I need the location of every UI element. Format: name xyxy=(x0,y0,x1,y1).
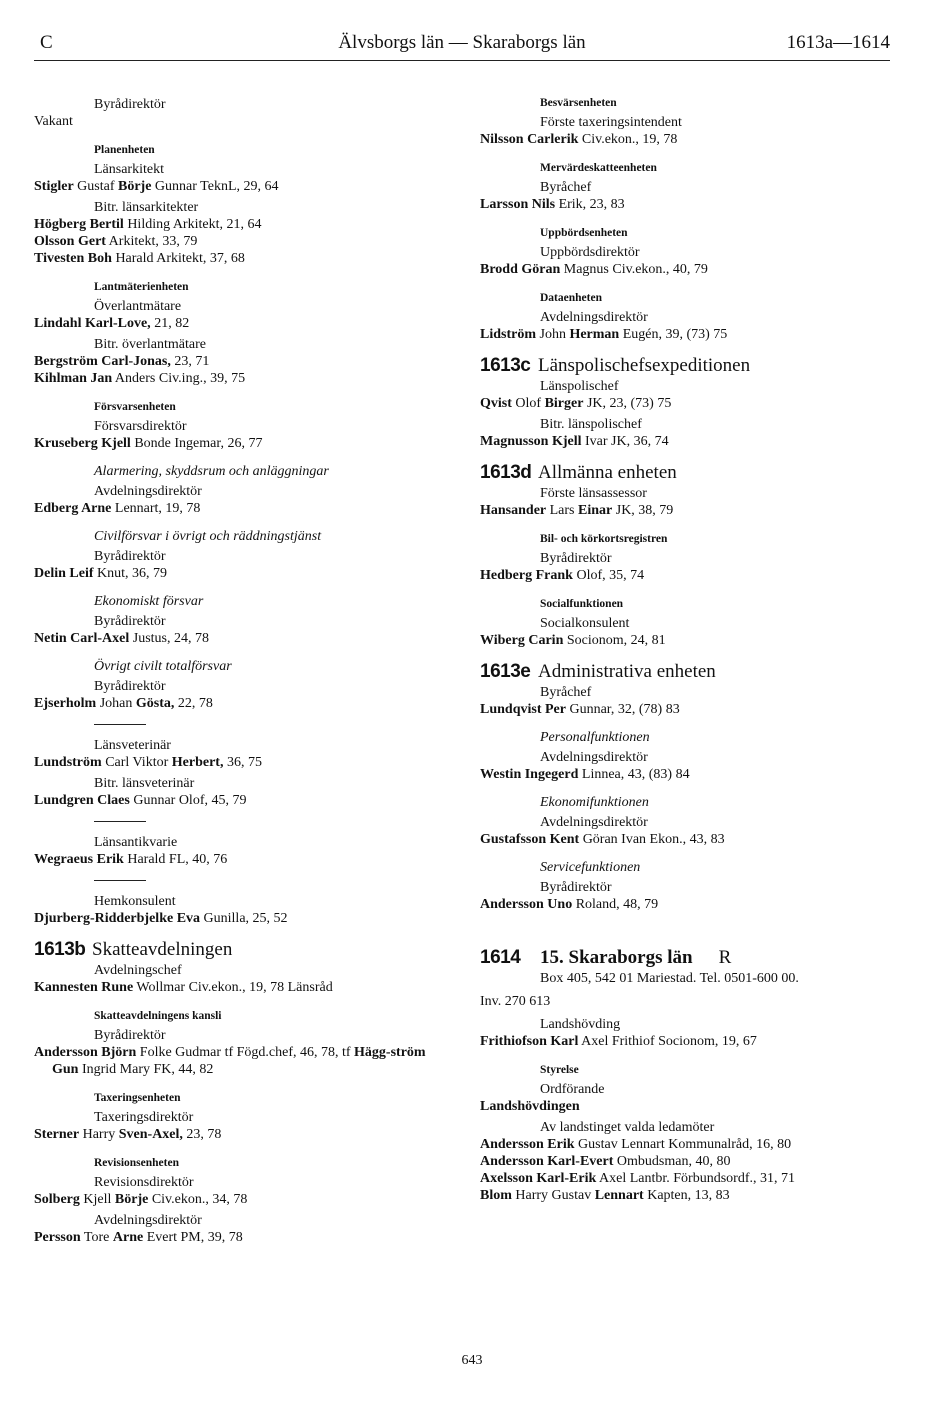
right-column xyxy=(480,96,900,1204)
person-name: Lidström xyxy=(480,327,536,342)
person-name: Andersson Björn xyxy=(34,1045,137,1060)
person-name: Hägg-ström Gun xyxy=(52,1045,426,1077)
person-name: Landshövdingen xyxy=(480,1099,580,1114)
position-title: Hemkonsulent xyxy=(94,894,176,909)
position-title: Ordförande xyxy=(540,1082,605,1097)
person-entry xyxy=(480,1098,900,1115)
person-entry xyxy=(480,433,900,450)
function-heading: Alarmering, skyddsrum och anläggningar xyxy=(94,464,329,479)
person-entry xyxy=(480,567,900,584)
person-details: Justus, 24, 78 xyxy=(129,631,209,646)
person-details: Axel Lantbr. Förbundsordf., 31, 71 xyxy=(596,1171,795,1186)
person-name: Herman xyxy=(569,327,620,342)
person-entry xyxy=(34,216,454,233)
person-details: Gustaf xyxy=(73,179,118,194)
person-entry xyxy=(34,1229,454,1246)
person-details: Bonde Ingemar, 26, 77 xyxy=(130,436,263,451)
person-details: Johan xyxy=(96,696,136,711)
position-title: Länspolischef xyxy=(540,379,619,394)
page-number: 643 xyxy=(461,1353,483,1368)
person-name: Börje xyxy=(117,179,152,194)
person-entry xyxy=(34,754,454,771)
person-name: Gustafsson Kent xyxy=(480,832,580,847)
position-title: Bitr. länsarkitekter xyxy=(94,200,199,215)
person-details: Gunnar TeknL, 29, 64 xyxy=(151,179,279,194)
person-details: Anders Civ.ing., 39, 75 xyxy=(112,371,246,386)
separator-rule xyxy=(94,821,146,822)
unit-heading: Lantmäterienheten xyxy=(94,281,189,293)
county-heading xyxy=(480,949,900,966)
separator-rule xyxy=(94,880,146,881)
header-page-range: 1613a—1614 xyxy=(786,32,890,53)
person-name: Hansander xyxy=(480,503,547,518)
position-title: Byrådirektör xyxy=(540,551,612,566)
person-entry xyxy=(34,910,454,927)
person-name: Kannesten Rune xyxy=(34,980,134,995)
position-title: Byrådirektör xyxy=(94,549,166,564)
person-name: Sterner xyxy=(34,1127,80,1142)
person-details: JK, 23, (73) 75 xyxy=(583,396,672,411)
person-name: Tivesten Boh xyxy=(34,251,112,266)
person-name: Delin Leif xyxy=(34,566,94,581)
person-entry xyxy=(480,261,900,278)
person-details: Folke Gudmar tf Fögd.chef, 46, 78, tf xyxy=(136,1045,355,1060)
person-entry xyxy=(480,896,900,913)
person-name: Larsson Nils xyxy=(480,197,556,212)
position-title: Förste länsassessor xyxy=(540,486,647,501)
unit-heading: Försvarsenheten xyxy=(94,401,176,413)
person-details: Knut, 36, 79 xyxy=(93,566,167,581)
person-name: Lennart xyxy=(594,1188,644,1203)
person-entry xyxy=(34,1044,454,1078)
person-entry xyxy=(34,1126,454,1143)
person-name: Edberg Arne xyxy=(34,501,112,516)
person-details: Eugén, 39, (73) 75 xyxy=(619,327,728,342)
person-details: 21, 82 xyxy=(150,316,190,331)
position-title: Länsantikvarie xyxy=(94,835,178,850)
person-details: Harry xyxy=(79,1127,119,1142)
person-entry xyxy=(34,113,454,130)
person-details: Harald Arkitekt, 37, 68 xyxy=(111,251,245,266)
function-heading: Ekonomifunktionen xyxy=(540,795,649,810)
person-name: Birger xyxy=(544,396,584,411)
function-heading: Servicefunktionen xyxy=(540,860,641,875)
county-letter: R xyxy=(718,947,732,968)
person-name: Kruseberg Kjell xyxy=(34,436,131,451)
person-entry xyxy=(34,565,454,582)
position-title: Socialkonsulent xyxy=(540,616,630,631)
person-details: Göran Ivan Ekon., 43, 83 xyxy=(579,832,725,847)
person-name: Djurberg-Ridderbjelke Eva xyxy=(34,911,201,926)
position-title: Byrådirektör xyxy=(94,97,166,112)
person-entry xyxy=(34,435,454,452)
person-details: Lars xyxy=(546,503,579,518)
person-details: Wollmar Civ.ekon., 19, 78 Länsråd xyxy=(133,980,333,995)
unit-heading: Socialfunktionen xyxy=(540,598,624,610)
person-name: Frithiofson Karl xyxy=(480,1034,579,1049)
person-entry xyxy=(34,851,454,868)
section-number: 1614 xyxy=(480,947,521,968)
section-number: 1613c xyxy=(480,355,531,376)
person-details: Roland, 48, 79 xyxy=(572,897,659,912)
unit-heading: Besvärsenheten xyxy=(540,97,617,109)
person-entry xyxy=(480,395,900,412)
position-title: Byråchef xyxy=(540,180,592,195)
person-details: John xyxy=(536,327,570,342)
section-name: Administrativa enheten xyxy=(538,661,716,682)
person-details: Ombudsman, 40, 80 xyxy=(613,1154,731,1169)
function-heading: Ekonomiskt försvar xyxy=(94,594,204,609)
person-details: Linnea, 43, (83) 84 xyxy=(578,767,690,782)
unit-heading: Bil- och körkortsregistren xyxy=(540,533,668,545)
person-entry xyxy=(480,1170,900,1187)
unit-heading: Dataenheten xyxy=(540,292,602,304)
person-entry xyxy=(480,701,900,718)
person-entry xyxy=(34,370,454,387)
person-details: Gunnar Olof, 45, 79 xyxy=(129,793,247,808)
position-title: Byråchef xyxy=(540,685,592,700)
person-name: Wiberg Carin xyxy=(480,633,564,648)
unit-heading: Revisionsenheten xyxy=(94,1157,179,1169)
county-name: 15. Skaraborgs län xyxy=(540,947,693,968)
position-title: Bitr. överlantmätare xyxy=(94,337,206,352)
unit-heading: Styrelse xyxy=(540,1064,579,1076)
position-title: Taxeringsdirektör xyxy=(94,1110,194,1125)
section-heading xyxy=(34,941,454,958)
person-name: Arne xyxy=(112,1230,144,1245)
person-entry xyxy=(34,250,454,267)
person-entry xyxy=(480,1153,900,1170)
person-name: Herbert, xyxy=(171,755,224,770)
person-name: Blom xyxy=(480,1188,512,1203)
person-name: Gösta, xyxy=(135,696,175,711)
person-details: Axel Frithiof Socionom, 19, 67 xyxy=(578,1034,757,1049)
person-name: Lundqvist Per xyxy=(480,702,566,717)
position-title: Avdelningsdirektör xyxy=(540,310,648,325)
position-title: Byrådirektör xyxy=(94,614,166,629)
position-title: Byrådirektör xyxy=(540,880,612,895)
person-name: Bergström Carl-Jonas, xyxy=(34,354,171,369)
person-name: Kihlman Jan xyxy=(34,371,113,386)
person-details: Carl Viktor xyxy=(101,755,172,770)
person-name: Einar xyxy=(578,503,613,518)
person-name: Börje xyxy=(114,1192,149,1207)
person-details: Harry Gustav xyxy=(511,1188,595,1203)
position-title: Byrådirektör xyxy=(94,1028,166,1043)
section-name: Skatteavdelningen xyxy=(92,939,233,960)
person-entry xyxy=(34,792,454,809)
population-line: Inv. 270 613 xyxy=(480,994,551,1009)
position-title: Avdelningsdirektör xyxy=(540,815,648,830)
function-heading: Personalfunktionen xyxy=(540,730,650,745)
person-details: 22, 78 xyxy=(174,696,213,711)
person-details: JK, 38, 79 xyxy=(612,503,674,518)
person-details: Evert PM, 39, 78 xyxy=(143,1230,243,1245)
person-name: Netin Carl-Axel xyxy=(34,631,130,646)
person-entry xyxy=(34,979,454,996)
section-heading xyxy=(480,663,900,680)
person-details: 36, 75 xyxy=(223,755,262,770)
section-heading xyxy=(480,357,900,374)
person-details: Harald FL, 40, 76 xyxy=(123,852,228,867)
person-entry xyxy=(34,233,454,250)
position-title: Bitr. länspolischef xyxy=(540,417,642,432)
position-title: Revisionsdirektör xyxy=(94,1175,194,1190)
county-address: Box 405, 542 01 Mariestad. Tel. 0501-600 00. xyxy=(540,971,799,986)
position-title: Förste taxeringsintendent xyxy=(540,115,682,130)
person-name: Nilsson Carlerik xyxy=(480,132,579,147)
person-details: Ivar JK, 36, 74 xyxy=(581,434,669,449)
person-name: Lundgren Claes xyxy=(34,793,130,808)
person-details: Kapten, 13, 83 xyxy=(643,1188,730,1203)
person-entry xyxy=(480,632,900,649)
person-name: Lindahl Karl-Love, xyxy=(34,316,151,331)
person-details: Gunnar, 32, (78) 83 xyxy=(565,702,680,717)
person-name: Persson xyxy=(34,1230,81,1245)
position-title: Avdelningsdirektör xyxy=(94,1213,202,1228)
header-letter: C xyxy=(40,32,53,53)
header-title: Älvsborgs län — Skaraborgs län xyxy=(338,32,586,53)
person-entry xyxy=(480,1187,900,1204)
person-details: Hilding Arkitekt, 21, 64 xyxy=(123,217,262,232)
person-details: Arkitekt, 33, 79 xyxy=(105,234,198,249)
person-entry xyxy=(480,766,900,783)
person-entry xyxy=(480,326,900,343)
position-title: Bitr. länsveterinär xyxy=(94,776,195,791)
person-name: Ejserholm xyxy=(34,696,97,711)
function-heading: Civilförsvar i övrigt och räddningstjänst xyxy=(94,529,322,544)
person-entry xyxy=(34,630,454,647)
person-name: Solberg xyxy=(34,1192,80,1207)
person-name: Qvist xyxy=(480,396,512,411)
position-title: Länsarkitekt xyxy=(94,162,164,177)
person-details: Ingrid Mary FK, 44, 82 xyxy=(78,1062,214,1077)
person-details: Vakant xyxy=(34,114,73,129)
person-details: Civ.ekon., 19, 78 xyxy=(578,132,678,147)
person-entry xyxy=(480,196,900,213)
person-details: Erik, 23, 83 xyxy=(555,197,625,212)
person-entry xyxy=(34,695,454,712)
position-title: Av landstinget valda ledamöter xyxy=(540,1120,715,1135)
section-number: 1613d xyxy=(480,462,532,483)
person-details: Kjell xyxy=(79,1192,115,1207)
person-name: Hedberg Frank xyxy=(480,568,573,583)
person-entry xyxy=(480,131,900,148)
unit-heading: Uppbördsenheten xyxy=(540,227,628,239)
person-entry xyxy=(480,831,900,848)
person-name: Axelsson Karl-Erik xyxy=(480,1171,597,1186)
person-name: Lundström xyxy=(34,755,102,770)
section-number: 1613b xyxy=(34,939,86,960)
person-name: Högberg Bertil xyxy=(34,217,124,232)
person-name: Wegraeus Erik xyxy=(34,852,124,867)
position-title: Avdelningsdirektör xyxy=(540,750,648,765)
person-name: Andersson Karl-Evert xyxy=(480,1154,614,1169)
person-entry xyxy=(480,1033,900,1050)
person-entry xyxy=(480,1136,900,1153)
position-title: Landshövding xyxy=(540,1017,621,1032)
page-header xyxy=(34,32,890,61)
person-name: Olsson Gert xyxy=(34,234,106,249)
separator-rule xyxy=(94,724,146,725)
person-details: Gustav Lennart Kommunalråd, 16, 80 xyxy=(574,1137,792,1152)
person-details: Socionom, 24, 81 xyxy=(563,633,666,648)
position-title: Uppbördsdirektör xyxy=(540,245,640,260)
person-name: Magnusson Kjell xyxy=(480,434,582,449)
person-details: Olof, 35, 74 xyxy=(572,568,645,583)
person-details: Olof xyxy=(511,396,545,411)
person-details: Magnus Civ.ekon., 40, 79 xyxy=(560,262,708,277)
unit-heading: Skatteavdelningens kansli xyxy=(94,1010,222,1022)
person-entry xyxy=(480,502,900,519)
section-name: Allmänna enheten xyxy=(538,462,677,483)
person-entry xyxy=(34,500,454,517)
position-title: Överlantmätare xyxy=(94,299,182,314)
person-name: Sven-Axel, xyxy=(118,1127,183,1142)
person-name: Stigler xyxy=(34,179,74,194)
person-name: Andersson Erik xyxy=(480,1137,575,1152)
position-title: Länsveterinär xyxy=(94,738,171,753)
function-heading: Övrigt civilt totalförsvar xyxy=(94,659,232,674)
person-details: Lennart, 19, 78 xyxy=(111,501,201,516)
position-title: Försvarsdirektör xyxy=(94,419,187,434)
person-name: Brodd Göran xyxy=(480,262,561,277)
person-name: Andersson Uno xyxy=(480,897,573,912)
position-title: Avdelningsdirektör xyxy=(94,484,202,499)
position-title: Avdelningschef xyxy=(94,963,182,978)
person-details: Civ.ekon., 34, 78 xyxy=(148,1192,248,1207)
person-details: Tore xyxy=(80,1230,113,1245)
person-details: 23, 78 xyxy=(182,1127,222,1142)
person-entry xyxy=(34,178,454,195)
person-entry xyxy=(34,1191,454,1208)
person-name: Westin Ingegerd xyxy=(480,767,579,782)
unit-heading: Mervärdeskatteenheten xyxy=(540,162,657,174)
section-number: 1613e xyxy=(480,661,531,682)
section-heading xyxy=(480,464,900,481)
left-column xyxy=(34,96,454,1246)
person-details: 23, 71 xyxy=(170,354,210,369)
person-entry xyxy=(34,315,454,332)
section-name: Länspolischefsexpeditionen xyxy=(538,355,751,376)
position-title: Byrådirektör xyxy=(94,679,166,694)
unit-heading: Planenheten xyxy=(94,144,155,156)
unit-heading: Taxeringsenheten xyxy=(94,1092,181,1104)
person-entry xyxy=(34,353,454,370)
person-details: Gunilla, 25, 52 xyxy=(200,911,288,926)
